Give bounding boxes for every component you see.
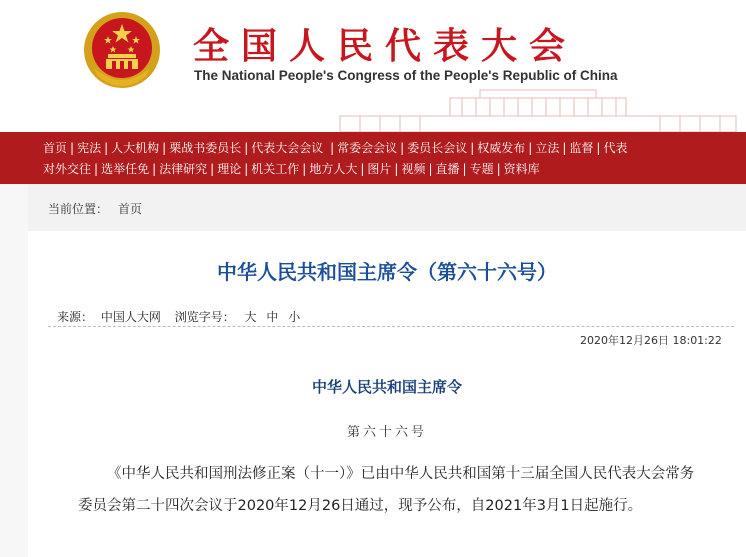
- nav-item-constitution[interactable]: 宪法: [77, 141, 102, 155]
- source-label: 来源：: [57, 310, 94, 324]
- site-title-en: The National People's Congress of the People's Republic of China: [194, 68, 618, 83]
- order-number: 第六十六号: [346, 425, 427, 440]
- nav-item-agency-work[interactable]: 机关工作: [251, 162, 300, 176]
- main-nav-bar: [0, 132, 746, 184]
- left-margin: [0, 184, 28, 557]
- breadcrumb: [48, 200, 142, 217]
- main-nav-row-2: 对外交往 | 选举任免 | 法律研究 | 理论 | 机关工作 | 地方人大 | 图片 | 视频 | 直播 | 专题 | 资料库: [43, 162, 540, 176]
- nav-item-local-congress[interactable]: 地方人大: [309, 162, 358, 176]
- font-size-label: 浏览字号：: [174, 310, 235, 324]
- order-title: 中华人民共和国主席令: [311, 378, 462, 396]
- nav-item-supervision[interactable]: 监督: [569, 141, 594, 155]
- nav-item-npc-organs[interactable]: 人大机构: [111, 141, 160, 155]
- nav-item-videos[interactable]: 视频: [401, 162, 426, 176]
- font-size-small-button[interactable]: 小: [288, 310, 301, 324]
- article-title: 中华人民共和国主席令（第六十六号）: [217, 260, 557, 284]
- article-meta: [57, 308, 300, 325]
- source-value: 中国人大网: [100, 310, 161, 324]
- article-body: [78, 458, 698, 522]
- nav-item-elections[interactable]: 选举任免: [101, 162, 150, 176]
- nav-item-database[interactable]: 资料库: [503, 162, 540, 176]
- nav-item-congress-sessions[interactable]: 代表大会会议: [251, 141, 324, 155]
- national-emblem-icon: [82, 10, 162, 90]
- site-header: [0, 0, 746, 132]
- nav-item-pictures[interactable]: 图片: [367, 162, 392, 176]
- nav-item-topics[interactable]: 专题: [469, 162, 494, 176]
- great-hall-illustration-icon: [330, 86, 746, 132]
- main-nav-row-1: 首页 | 宪法 | 人大机构 | 栗战书委员长 | 代表大会会议 | 常委会会议 | 委员长会议 | 权威发布 | 立法 | 监督 | 代表: [43, 141, 628, 155]
- font-size-medium-button[interactable]: 中: [266, 310, 279, 324]
- nav-item-releases[interactable]: 权威发布: [477, 141, 526, 155]
- nav-item-theory[interactable]: 理论: [217, 162, 242, 176]
- article-paragraph: 《中华人民共和国刑法修正案（十一）》已由中华人民共和国第十三届全国人民代表大会常务委员会第二十四次会议于2020年12月26日通过，现予公布，自2021年3月1日起施行。: [78, 466, 695, 514]
- site-title-cn: 全国人民代表大会: [193, 25, 578, 67]
- nav-item-chairmen-council[interactable]: 委员长会议: [407, 141, 468, 155]
- publish-date: 2020年12月26日 18:01:22: [580, 334, 722, 347]
- meta-divider: [48, 326, 734, 327]
- nav-item-chairman[interactable]: 栗战书委员长: [169, 141, 242, 155]
- nav-item-legislation[interactable]: 立法: [535, 141, 560, 155]
- nav-item-deputies[interactable]: 代表: [603, 141, 628, 155]
- nav-item-standing-committee-sessions[interactable]: 常委会会议: [337, 141, 398, 155]
- nav-item-live[interactable]: 直播: [435, 162, 460, 176]
- nav-item-foreign-affairs[interactable]: 对外交往: [43, 162, 92, 176]
- breadcrumb-label: 当前位置：: [48, 202, 109, 216]
- nav-item-home[interactable]: 首页: [43, 141, 68, 155]
- nav-item-law-research[interactable]: 法律研究: [159, 162, 208, 176]
- breadcrumb-home-link[interactable]: 首页: [118, 202, 143, 216]
- font-size-large-button[interactable]: 大: [244, 310, 257, 324]
